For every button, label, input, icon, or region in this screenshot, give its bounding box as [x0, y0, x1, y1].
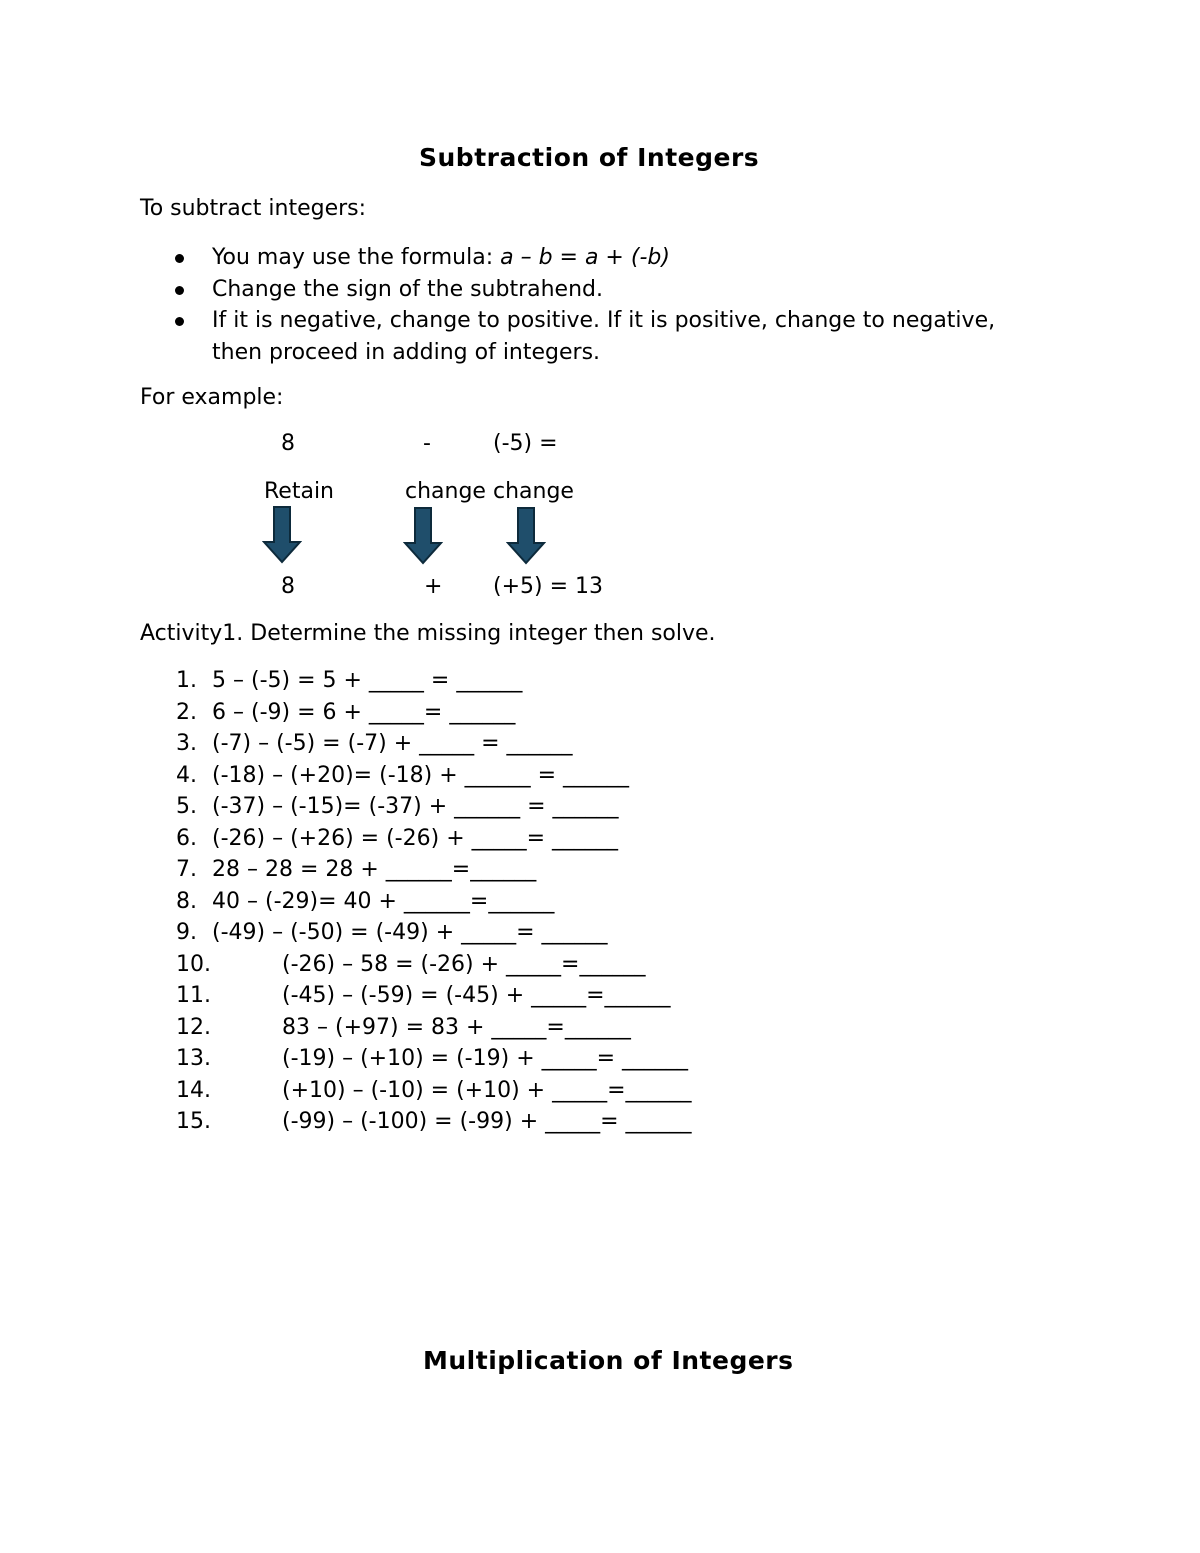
- item-number: 7.: [176, 857, 197, 882]
- item-number: 13.: [176, 1046, 211, 1071]
- formula-prefix: You may use the formula:: [212, 245, 501, 270]
- label-retain: Retain: [264, 479, 334, 504]
- item-expression: (-37) – (-15)= (-37) + ______ = ______: [212, 794, 619, 819]
- label-change-operator: change: [405, 479, 486, 504]
- item-number: 5.: [176, 794, 197, 819]
- formula: a – b = a + (-b): [500, 245, 670, 270]
- item-expression: (+10) – (-10) = (+10) + _____=______: [282, 1077, 692, 1103]
- intro-text: To subtract integers:: [140, 196, 367, 221]
- activity-title: Activity1. Determine the missing integer then solve.: [140, 621, 716, 646]
- item-expression: (-26) – 58 = (-26) + _____=______: [282, 951, 646, 977]
- item-expression: 6 – (-9) = 6 + _____= ______: [212, 699, 516, 725]
- rule-text: then proceed in adding of integers.: [212, 339, 601, 365]
- label-change-sign: change: [493, 479, 574, 504]
- rule-text: Change the sign of the subtrahend.: [212, 276, 603, 302]
- example-label: For example:: [140, 385, 284, 410]
- example-subtrahend: (-5) =: [493, 431, 558, 456]
- rules-list: [140, 242, 995, 368]
- bullet-icon: [175, 254, 184, 263]
- item-expression: (-99) – (-100) = (-99) + _____= ______: [282, 1109, 692, 1134]
- rule-change-sign: [140, 274, 995, 306]
- result-addend: (+5) = 13: [493, 574, 604, 599]
- item-expression: 5 – (-5) = 5 + _____ = ______: [212, 668, 523, 693]
- item-expression: 40 – (-29)= 40 + ______=______: [212, 888, 555, 914]
- item-expression: (-49) – (-50) = (-49) + _____= ______: [212, 920, 608, 945]
- item-number: 8.: [176, 888, 197, 914]
- down-arrow-icon: [403, 507, 443, 565]
- down-arrow-icon: [262, 506, 302, 564]
- next-section-title: Multiplication of Integers: [423, 1346, 794, 1375]
- result-plus-sign: +: [424, 574, 443, 599]
- rule-formula: [140, 242, 995, 274]
- rule-negative-positive: [140, 305, 995, 337]
- item-number: 2.: [176, 699, 197, 725]
- item-expression: (-7) – (-5) = (-7) + _____ = ______: [212, 731, 573, 756]
- item-number: 3.: [176, 731, 197, 756]
- item-number: 12.: [176, 1014, 211, 1040]
- item-number: 6.: [176, 825, 197, 851]
- bullet-icon: [175, 317, 184, 326]
- rule-proceed: [140, 337, 995, 369]
- result-minuend: 8: [281, 574, 295, 599]
- item-number: 14.: [176, 1077, 211, 1103]
- item-number: 11.: [176, 983, 211, 1008]
- item-expression: (-26) – (+26) = (-26) + _____= ______: [212, 825, 619, 851]
- item-number: 4.: [176, 762, 197, 788]
- item-number: 10.: [176, 951, 211, 977]
- item-expression: 83 – (+97) = 83 + _____=______: [282, 1014, 631, 1040]
- item-expression: (-45) – (-59) = (-45) + _____=______: [282, 983, 671, 1008]
- item-expression: (-18) – (+20)= (-18) + ______ = ______: [212, 762, 630, 788]
- rule-text: If it is negative, change to positive. If it is positive, change to negative,: [212, 308, 996, 333]
- item-expression: 28 – 28 = 28 + ______=______: [212, 857, 537, 882]
- item-number: 15.: [176, 1109, 211, 1134]
- item-number: 9.: [176, 920, 197, 945]
- bullet-icon: [175, 286, 184, 295]
- item-number: 1.: [176, 668, 197, 693]
- down-arrow-icon: [506, 507, 546, 565]
- item-expression: (-19) – (+10) = (-19) + _____= ______: [282, 1046, 689, 1071]
- page-title: Subtraction of Integers: [419, 143, 760, 172]
- example-minus-sign: -: [423, 431, 431, 456]
- example-minuend: 8: [281, 431, 295, 456]
